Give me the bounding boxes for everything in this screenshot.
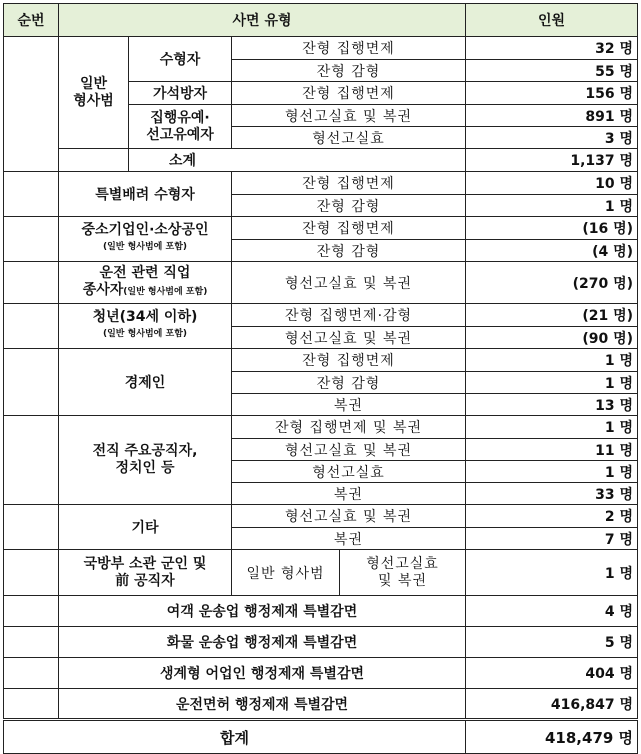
total-count: 418,479 명: [466, 720, 638, 754]
gaseokbang-label: 가석방자: [129, 82, 232, 105]
seq-cell: [4, 505, 59, 550]
type-cell: 잔형 감형: [232, 195, 466, 217]
suhyeongja-label: 수형자: [129, 37, 232, 82]
table-row: [4, 550, 638, 596]
table-row: [4, 172, 638, 195]
count-cell: 416,847 명: [466, 689, 638, 720]
count-cell: 404 명: [466, 658, 638, 689]
table-row: [4, 37, 638, 60]
table-row: [4, 217, 638, 240]
type-cell: 잔형 집행면제: [232, 217, 466, 240]
count-cell: 1 명: [466, 461, 638, 483]
special-label: 특별배려 수형자: [59, 172, 232, 217]
count-cell: (4 명): [466, 240, 638, 262]
count-cell: 1 명: [466, 372, 638, 394]
subtotal-label: 소계: [129, 149, 466, 172]
count-cell: 1 명: [466, 195, 638, 217]
table-row: [4, 505, 638, 528]
seq-cell: [4, 304, 59, 349]
count-cell: (90 명): [466, 327, 638, 349]
seq-cell: [4, 627, 59, 658]
type-cell: 형선고실효 및 복권: [232, 327, 466, 349]
count-cell: (270 명): [466, 262, 638, 304]
type-cell: 복권: [232, 528, 466, 550]
header-seq: 순번: [4, 4, 59, 37]
seq-cell: [4, 349, 59, 416]
header-count: 인원: [466, 4, 638, 37]
pardon-table-wrapper: [3, 3, 638, 754]
type-cell: 잔형 집행면제: [232, 349, 466, 372]
table-row: [4, 627, 638, 658]
count-cell: 3 명: [466, 127, 638, 149]
subtotal-count: 1,137 명: [466, 149, 638, 172]
type-cell: 잔형 감형: [232, 60, 466, 82]
youth-label: 청년(34세 이하) (일반 형사범에 포함): [59, 304, 232, 349]
count-cell: 13 명: [466, 394, 638, 416]
count-cell: 5 명: [466, 627, 638, 658]
count-cell: 32 명: [466, 37, 638, 60]
count-cell: 1 명: [466, 349, 638, 372]
table-row: [4, 416, 638, 439]
seq-cell: [4, 550, 59, 596]
seq-cell: [4, 262, 59, 304]
count-cell: 1 명: [466, 550, 638, 596]
count-cell: (21 명): [466, 304, 638, 327]
type-cell: 잔형 집행면제: [232, 172, 466, 195]
count-cell: 1 명: [466, 416, 638, 439]
seq-cell: [4, 689, 59, 720]
seq-cell: [4, 658, 59, 689]
type-cell: 잔형 감형: [232, 372, 466, 394]
count-cell: 2 명: [466, 505, 638, 528]
header-type: 사면 유형: [59, 4, 466, 37]
type-cell: 잔형 집행면제: [232, 37, 466, 60]
table-row: [4, 262, 638, 304]
count-cell: 55 명: [466, 60, 638, 82]
table-row: [4, 596, 638, 627]
count-cell: 7 명: [466, 528, 638, 550]
general-label: 일반 형사범: [59, 37, 129, 149]
type-cell: 형선고실효 및 복권: [232, 105, 466, 127]
jiphaeng-label: 집행유예· 선고유예자: [129, 105, 232, 149]
type-cell: 형선고실효 및 복권: [232, 262, 466, 304]
empty-cell: [59, 149, 129, 172]
type-cell: 복권: [232, 483, 466, 505]
fisher-label: 생계형 어업인 행정제재 특별감면: [59, 658, 466, 689]
type-cell: 잔형 집행면제·감형: [232, 304, 466, 327]
header-row: [4, 4, 638, 37]
type-cell: 형선고실효: [232, 461, 466, 483]
license-label: 운전면허 행정제재 특별감면: [59, 689, 466, 720]
seq-cell: [4, 37, 59, 172]
economic-label: 경제인: [59, 349, 232, 416]
count-cell: 33 명: [466, 483, 638, 505]
type-cell: 형선고실효: [232, 127, 466, 149]
type-cell: 잔형 집행면제: [232, 82, 466, 105]
military-category: 일반 형사범: [232, 550, 340, 596]
count-cell: 156 명: [466, 82, 638, 105]
type-cell: 잔형 감형: [232, 240, 466, 262]
count-cell: 10 명: [466, 172, 638, 195]
cargo-label: 화물 운송업 행정제재 특별감면: [59, 627, 466, 658]
subtotal-row: [4, 149, 638, 172]
military-label: 국방부 소관 군인 및 前 공직자: [59, 550, 232, 596]
count-cell: 11 명: [466, 439, 638, 461]
table-row: [4, 689, 638, 720]
count-cell: 891 명: [466, 105, 638, 127]
driver-label: 운전 관련 직업 종사자(일반 형사범에 포함): [59, 262, 232, 304]
pardon-table: [3, 3, 638, 754]
count-cell: 4 명: [466, 596, 638, 627]
sme-label: 중소기업인·소상공인 (일반 형사범에 포함): [59, 217, 232, 262]
total-row: [4, 720, 638, 754]
officials-label: 전직 주요공직자, 정치인 등: [59, 416, 232, 505]
seq-cell: [4, 416, 59, 505]
type-cell: 형선고실효 및 복권: [232, 505, 466, 528]
type-cell: 형선고실효 및 복권: [232, 439, 466, 461]
table-row: [4, 349, 638, 372]
seq-cell: [4, 217, 59, 262]
type-cell: 복권: [232, 394, 466, 416]
seq-cell: [4, 596, 59, 627]
table-row: [4, 658, 638, 689]
passenger-label: 여객 운송업 행정제재 특별감면: [59, 596, 466, 627]
total-label: 합계: [4, 720, 466, 754]
type-cell: 잔형 집행면제 및 복권: [232, 416, 466, 439]
military-type: 형선고실효 및 복권: [340, 550, 466, 596]
seq-cell: [4, 172, 59, 217]
count-cell: (16 명): [466, 217, 638, 240]
table-row: [4, 304, 638, 327]
other-label: 기타: [59, 505, 232, 550]
